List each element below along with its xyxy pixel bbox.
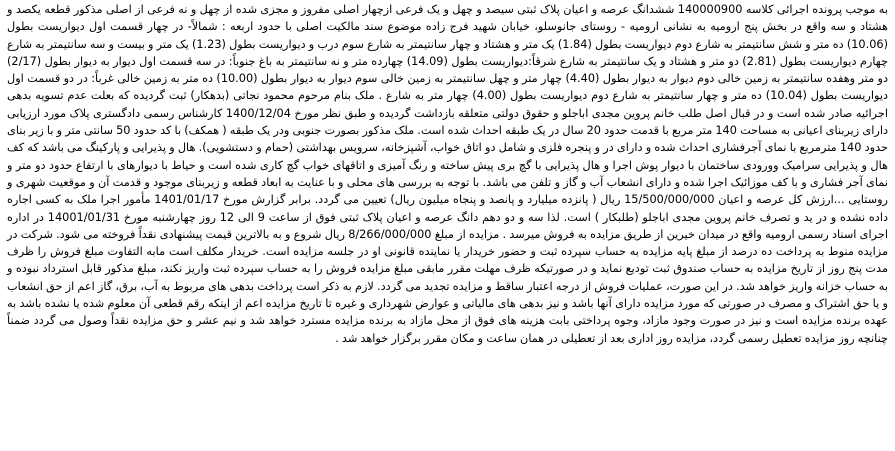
auction-notice-paragraph: به موجب پرونده اجرائی کلاسه 140000900 ششدانگ عرصه و اعیان پلاک ثبتی سیصد و چهل و یک فرعی ازچهار اصلی مفروز و مجزی شده از چهل و نه فرعی از اصلی مذکور قطعه یکصد و هشتاد و سه واقع در بخش پنج ارومیه به نشانی ارومیه - روستای جانوسلو، خیابان شهید فرج زاده موضوع سند مالکیت اصلی با حدود اربعه : شمالاً- در چهار قسمت اول دیواریست بطول (10.06) ده متر و شش سانتیمتر به شارع دوم دیواریست بطول (1.84) یک متر و هشتاد و چهار سانتیمتر به شارع سوم درب و دیواریست بطول (1.23) یک متر و بیست و سه سانتیمتر به شارع چهارم دیواریست بطول (2.81) دو متر و هشتاد و یک سانتیمتر به شارع شرقاً:دیواریست بطول (14.09) چهارده متر و نه سانتیمتر به باغ جنوباً: در سه قسمت اول دیوار به دیوار بطول (2/17) دو متر وهفده سانتیمتر به زمین خالی دوم دیوار به دیوار بطول (4.40) چهار متر و چهل سانتیمتر به زمین خالی سوم دیوار به دیوار بطول (10.00) ده متر به زمین خالی غرباً: در دو قسمت اول دیواریست بطول (10.04) ده متر و چهار سانتیمتر به شارع دوم دیواریست بطول (4.00) چهار متر به شارع . ملک بنام مرحوم محمود نجاتی (بدهکار) ثبت گردیده که بعلت عدم تسویه بدهی اجرائیه صادر شده است و در قبال اصل طلب خانم پروین مجدی اباجلو و حقوق دولتی متعلقه بازداشت گردیده و طبق نظر مورخ 1400/12/04 کارشناس رسمی دادگستری پلاک مورد ارزیابی دارای زیربنای اعیانی به مساحت 140 متر مربع با قدمت حدود 20 سال در یک طبقه احداث شده است. ملک مذکور بصورت جنوبی ودر یک طبقه ( همکف) با کد حدود 50 سانتی متر و با زیر بنای حدود 140 مترمربع با نمای آجرفشاری احداث شده و دارای در و پنجره فلزی و شامل دو اتاق خواب، آشپزخانه، سرویس بهداشتی (حمام و دستشویی). هال و پذیرایی و پارکینگ می باشد که کف هال و پذیرایی سرامیک وورودی ساختمان با دیوار پوش اجرا و هال پذیرایی با گچ بری پیش ساخته و رنگ آمیزی و اتاقهای خواب گچ کاری شده است و حیاط با دیوارهای با ارتفاع حدود دو متر و نمای آجر فشاری و با کف موزائیک اجرا شده و دارای انشعاب آب و گاز و تلفن می باشد. با توجه به بررسی های محلی و با عنایت به ابعاد قطعه و زیربنای موجود و قدمت آن و موقعیت شهری و روستایی ...ارزش کل عرصه و اعیان 15/500/000/000 ریال ( پانزده میلیارد و پانصد و پنجاه میلیون ریال) تعیین می گردد. برابر گزارش مورخ 1401/01/17 مأمور اجرا ملک به کسی اجاره داده نشده و در ید و تصرف خانم پروین مجدی اباجلو (طلبکار ) است. لذا سه و دو دهم دانگ عرصه و اعیان پلاک ثبتی فوق از ساعت 9 الی 12 روز چهارشنبه مورخ 14001/01/31 در اداره اجرای اسناد رسمی ارومیه واقع در میدان خیرین از طریق مزایده به فروش میرسد . مزایده از مبلغ 8/266/000/000 ریال شروع و به بالاترین قیمت پیشنهادی نقداً فروخته می شود. شرکت در مزایده منوط به پرداخت ده درصد از مبلغ پایه مزایده به حساب سپرده ثبت و حضور خریدار یا نماینده قانونی او در جلسه مزایده است. خریدار مکلف است مابه التفاوت مبلغ فروش را ظرف مدت پنج روز از تاریخ مزایده به حساب صندوق ثبت تودیع نماید و در صورتیکه ظرف مهلت مقرر مابقی مبلغ مزایده فروش را به حساب سپرده ثبت واریز نکند، مبلغ مذکور قابل استرداد نبوده و به حساب خزانه واریز خواهد شد. در این صورت، عملیات فروش از درجه اعتبار ساقط و مزایده تجدید می گردد. لازم به ذکر است پرداخت بدهی های مربوط به آب، برق، گاز اعم از حق انشعاب و یا حق اشتراک و مصرف در صورتی که مورد مزایده دارای آنها باشد و نیز بدهی های مالیاتی و عوارض شهرداری و غیره تا تاریخ مزایده اعم از اینکه رقم قطعی آن معلوم شده یا نشده باشد به عهده برنده مزایده است و نیز در صورت وجود مازاد، وجوه پرداختی بابت هزینه های فوق از محل مازاد به برنده مزایده مسترد خواهد شد و نیم عشر و حق مزایده نقداً وصول می گردد ضمناً چنانچه روز مزایده تعطیل رسمی گردد، مزایده روز اداری بعد از تعطیلی در همان ساعت و مکان مقرر برگزار خواهد شد .	[7, 3, 889, 345]
